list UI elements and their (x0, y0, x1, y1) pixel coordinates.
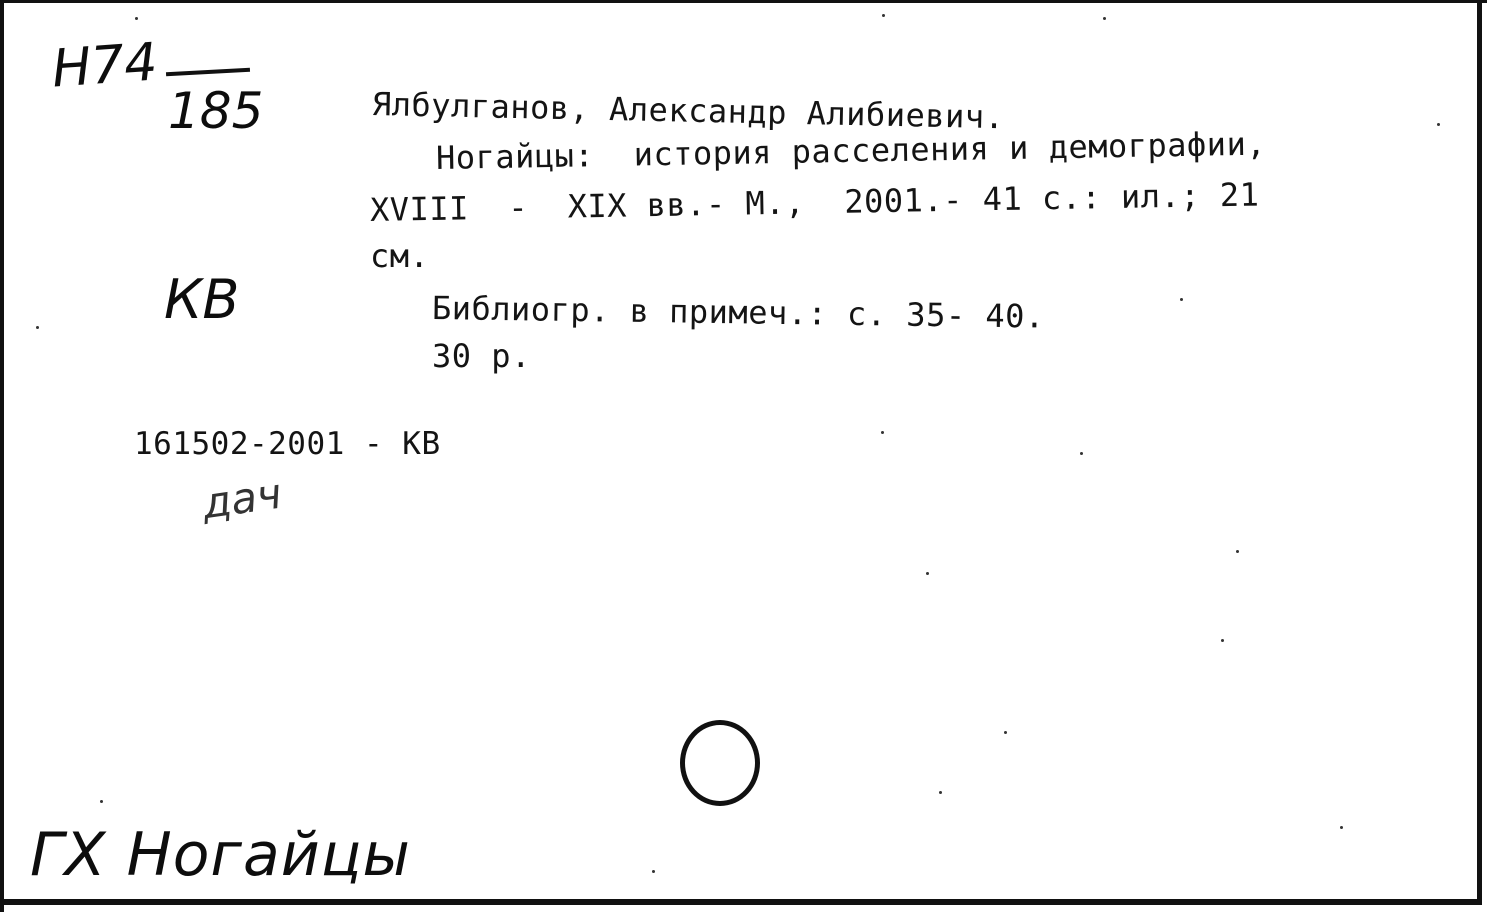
card-border-right (1477, 0, 1482, 903)
scan-speck (1221, 639, 1224, 642)
scan-speck (135, 17, 138, 20)
scan-speck (652, 870, 655, 873)
subject-heading: ГХ Ногайцы (30, 820, 411, 890)
scan-speck (1080, 452, 1083, 455)
title-statement: Ногайцы: история расселения и демографии, (435, 124, 1267, 177)
card-border-bottom (0, 899, 1482, 905)
card-border-top (0, 0, 1487, 3)
dimensions-statement: см. (370, 237, 430, 275)
scan-speck (939, 791, 942, 794)
scan-speck (1437, 123, 1440, 126)
cataloger-initials: дач (198, 468, 285, 529)
scan-speck (1103, 17, 1106, 20)
scan-speck (926, 572, 929, 575)
scan-speck (882, 14, 885, 17)
punch-hole (680, 720, 760, 806)
location-mark: КВ (164, 268, 240, 331)
scan-speck (100, 800, 103, 803)
accession-number: 161502-2001 - КВ (134, 426, 441, 462)
price-note: 30 р. (432, 337, 531, 375)
shelfmark-top: Н74 (50, 32, 160, 100)
shelfmark-bottom: 185 (168, 82, 264, 140)
scan-speck (1180, 298, 1183, 301)
scan-speck (36, 326, 39, 329)
scan-speck (881, 431, 884, 434)
bibliography-note: Библиогр. в примеч.: с. 35- 40. (431, 289, 1045, 336)
scan-speck (1236, 550, 1239, 553)
scan-speck (1004, 731, 1007, 734)
scan-speck (1340, 826, 1343, 829)
imprint-statement: XVIII - XIX вв.- М., 2001.- 41 с.: ил.; 21 (369, 175, 1260, 229)
shelfmark-divider (166, 68, 250, 76)
card-border-left (0, 0, 4, 912)
author-heading: Ялбулганов, Александр Алибиевич. (371, 85, 1005, 137)
